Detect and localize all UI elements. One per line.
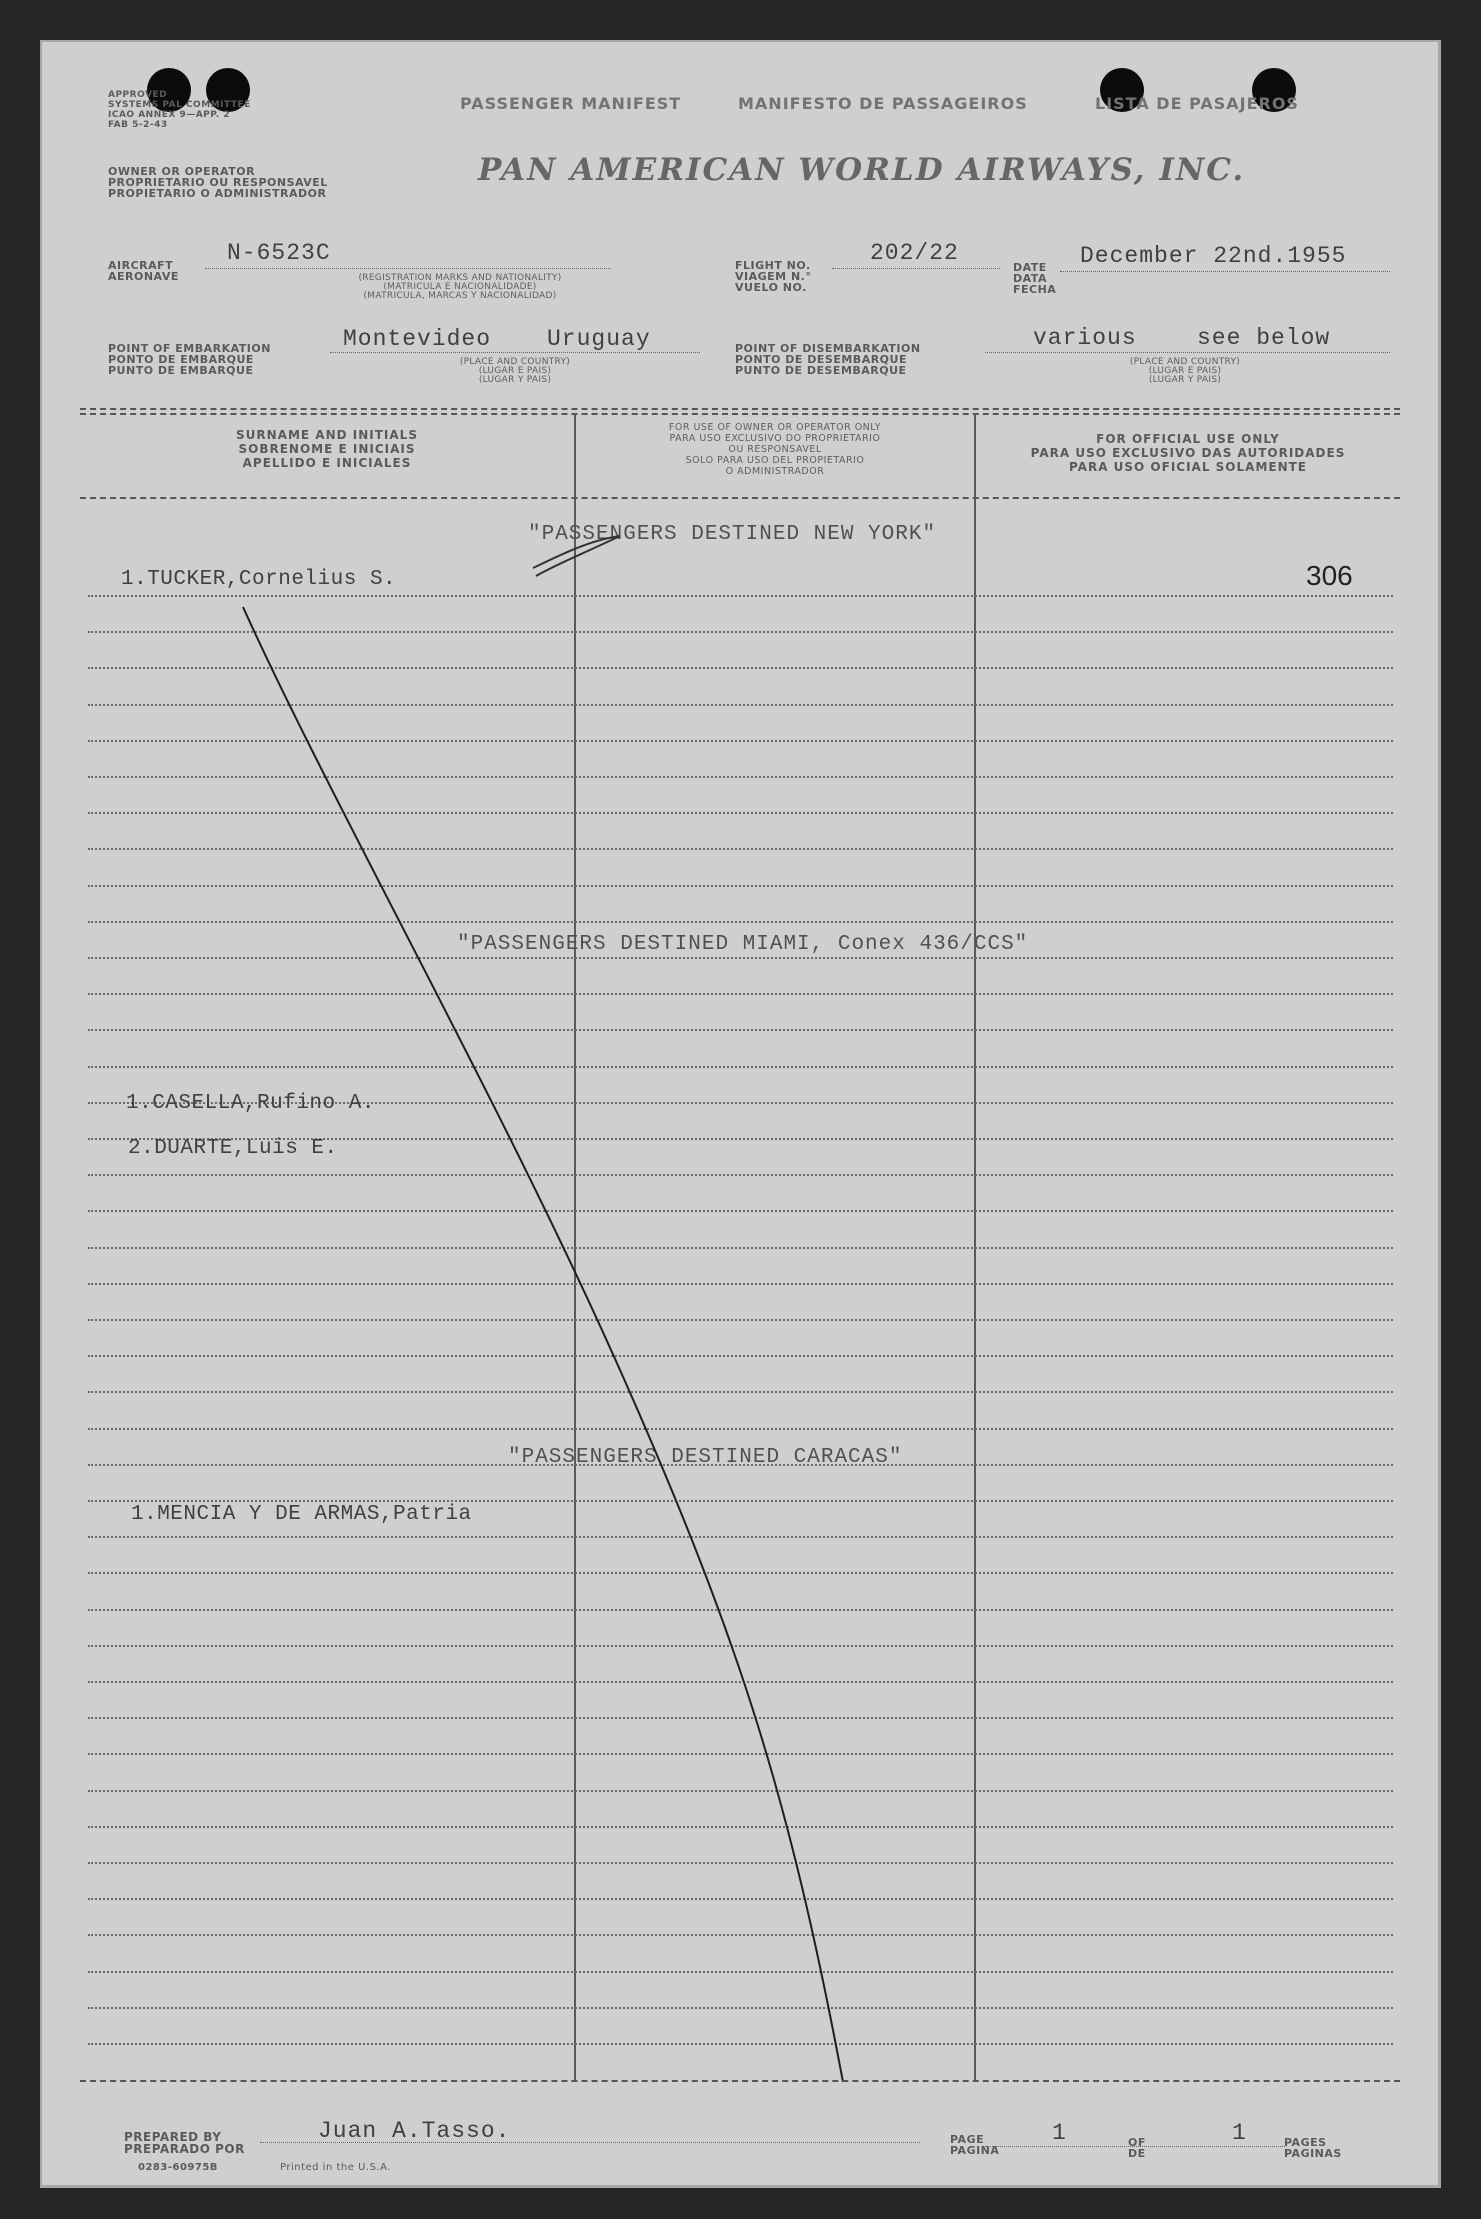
disembarkation-sub: (PLACE AND COUNTRY) (LUGAR E PAIS) (LUGAR Y PAIS) xyxy=(1129,357,1241,385)
approval-line: ICAO ANNEX 9—APP. 2 xyxy=(108,110,231,120)
page-number: 1 xyxy=(1052,2120,1067,2146)
pages-label: PAGES PAGINAS xyxy=(1284,2136,1342,2160)
owner-label: OWNER OR OPERATOR PROPRIETARIO OU RESPONSAVEL PROPIETARIO O ADMINISTRADOR xyxy=(108,165,328,200)
form-number: 0283-60975B xyxy=(138,2162,218,2173)
column-header-operator: FOR USE OF OWNER OR OPERATOR ONLY PARA USO EXCLUSIVO DO PROPRIETARIO OU RESPONSAVEL SOLO PARA USO DEL PROPIETARIO O ADMINISTRADOR xyxy=(668,422,882,477)
date-value: December 22nd.1955 xyxy=(1080,243,1347,269)
table-bottom-border xyxy=(80,2080,1400,2082)
title-portuguese: MANIFESTO DE PASSAGEIROS xyxy=(738,94,1028,113)
disembarkation-note: see below xyxy=(1197,325,1331,351)
page-underline xyxy=(985,2146,1285,2147)
flight-label: FLIGHT NO. VIAGEM N.° VUELO NO. xyxy=(735,259,812,294)
printed-note: Printed in the U.S.A. xyxy=(280,2162,391,2173)
column-header-surname: SURNAME AND INITIALS SOBRENOME E INICIAIS APELLIDO E INICIALES xyxy=(236,428,418,470)
embarkation-label: POINT OF EMBARKATION PONTO DE EMBARQUE PUNTO DE EMBARQUE xyxy=(108,342,271,377)
prepared-underline xyxy=(260,2142,920,2143)
passenger-entry: 1.MENCIA Y DE ARMAS,Patria xyxy=(131,1503,472,1526)
passenger-entry: 2.DUARTE,Luis E. xyxy=(128,1137,338,1160)
section-heading-new-york: "PASSENGERS DESTINED NEW YORK" xyxy=(528,523,937,546)
title-spanish: LISTA DE PASAJEROS xyxy=(1095,94,1299,113)
aircraft-value: N-6523C xyxy=(227,240,331,266)
approval-line: SYSTEMS PAL COMMITTEE xyxy=(108,100,251,110)
approval-line: APPROVED xyxy=(108,90,168,100)
embarkation-sub: (PLACE AND COUNTRY) (LUGAR E PAIS) (LUGAR Y PAIS) xyxy=(459,357,571,385)
disembarkation-value: various xyxy=(1033,325,1137,351)
prepared-label: PREPARED BY PREPARADO POR xyxy=(124,2130,245,2156)
company-name: PAN AMERICAN WORLD AIRWAYS, INC. xyxy=(478,152,1246,188)
approval-line: FAB 5-2-43 xyxy=(108,120,168,130)
aircraft-label: AIRCRAFT AERONAVE xyxy=(108,259,179,283)
disembarkation-label: POINT OF DISEMBARKATION PONTO DE DESEMBARQUE PUNTO DE DESEMBARQUE xyxy=(735,342,921,377)
date-label: DATE DATA FECHA xyxy=(1013,261,1057,296)
flight-value: 202/22 xyxy=(870,240,959,266)
section-heading-caracas: "PASSENGERS DESTINED CARACAS" xyxy=(508,1446,903,1469)
prepared-by-name: Juan A.Tasso. xyxy=(318,2118,511,2144)
official-number: 306 xyxy=(1306,560,1353,591)
title-english: PASSENGER MANIFEST xyxy=(460,94,682,113)
embarkation-city: Montevideo xyxy=(343,326,492,352)
embarkation-country: Uruguay xyxy=(547,326,651,352)
passenger-entry: 1.TUCKER,Cornelius S. xyxy=(121,568,397,591)
column-header-official: FOR OFFICIAL USE ONLY PARA USO EXCLUSIVO DAS AUTORIDADES PARA USO OFICIAL SOLAMENTE xyxy=(1030,432,1346,474)
total-pages: 1 xyxy=(1232,2120,1247,2146)
aircraft-sub: (REGISTRATION MARKS AND NATIONALITY) (MATRICULA E NACIONALIDADE) (MATRICULA, MARCAS Y NACIONALIDAD) xyxy=(358,273,562,301)
section-heading-miami: "PASSENGERS DESTINED MIAMI, Conex 436/CCS" xyxy=(457,933,1029,956)
page-label: PAGE PAGINA xyxy=(950,2133,1000,2157)
of-label: OF DE xyxy=(1128,2136,1146,2160)
passenger-entry: 1.CASELLA,Rufino A. xyxy=(126,1092,375,1115)
